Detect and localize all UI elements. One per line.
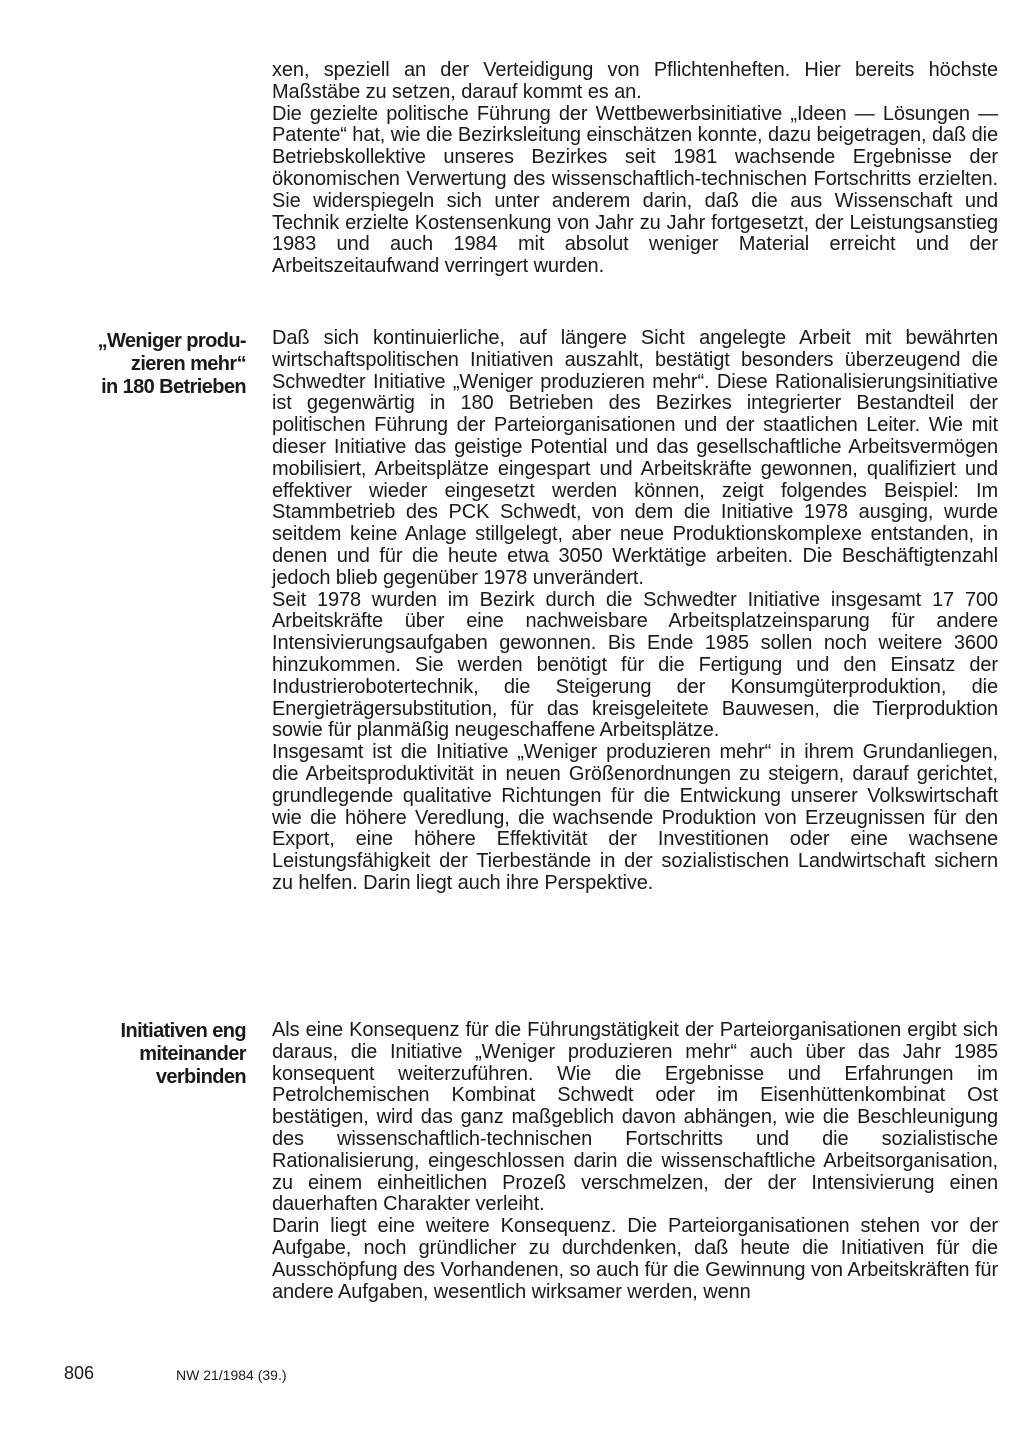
paragraph: Als eine Konsequenz für die Führungstätigkeit der Parteiorganisationen ergibt sich daraus, die Initiative „Weniger produzieren mehr“ auch über das Jahr 1985 konsequent weiterzuführen. Wie die Ergebnisse und Erfahrungen im Petrolchemischen Kombinat Schwedt oder im Eisenhüttenkombinat Ost bestätigen, wird das ganz maßgeblich davon abhängen, wie die Beschleunigung des wissenschaftlich-technischen Fortschritts und die sozialistische Rationalisierung, eingeschlossen darin die wissenschaftliche Arbeitsorganisation, zu einem einheitlichen Prozeß verschmelzen, der der Intensivierung einen dauerhaften Charakter verleiht.: [272, 1019, 998, 1216]
section-1-body: [272, 60, 998, 278]
paragraph: Die gezielte politische Führung der Wettbewerbsinitiative „Ideen — Lösungen — Patente“ hat, wie die Bezirksleitung einschätzen konnte, dazu beigetragen, daß die Betriebskollektive unseres Bezirkes seit 1981 wachsende Ergebnisse der ökonomischen Verwertung des wissenschaftlich-technischen Fortschritts erzielten. Sie widerspiegeln sich unter anderem darin, daß die aus Wissenschaft und Technik erzielte Kostensenkung von Jahr zu Jahr fortgesetzt, der Leistungsanstieg 1983 und auch 1984 mit absolut weniger Material erreicht und der Arbeitszeitaufwand verringert wurden.: [272, 102, 998, 278]
page-number: 806: [64, 1363, 95, 1383]
margin-heading-line: „Weniger produ-: [97, 330, 246, 352]
paragraph: Darin liegt eine weitere Konsequenz. Die Parteiorganisationen stehen vor der Aufgabe, noch gründlicher zu durchdenken, daß heute die Initiativen für die Ausschöpfung des Vorhandenen, so auch für die Gewinnung von Arbeitskräften für andere Aufgaben, wesentlich wirksamer werden, wenn: [272, 1215, 998, 1303]
paragraph: Daß sich kontinuierliche, auf längere Sicht angelegte Arbeit mit bewährten wirtschaftspolitischen Initiativen auszahlt, bestätigt besonders überzeugend die Schwedter Initiative „Weniger produzieren mehr“. Diese Rationalisierungsinitiative ist gegenwärtig in 180 Betrieben des Bezirkes integrierter Bestandteil der politischen Führung der Parteiorganisationen und der staatlichen Leiter. Wie mit dieser Initiative das geistige Potential und das gesellschaftliche Arbeitsvermögen mobilisiert, Arbeitsplätze eingespart und Arbeitskräfte gewonnen, qualifiziert und effektiver wieder eingesetzt werden können, zeigt folgendes Beispiel: Im Stammbetrieb des PCK Schwedt, von dem die Initiative 1978 ausging, wurde seitdem keine Anlage stillgelegt, aber neue Produktionskomplexe entstanden, in denen und für die heute etwa 3050 Werktätige arbeiten. Die Beschäftigtenzahl jedoch blieb gegenüber 1978 unverändert.: [272, 327, 998, 589]
margin-heading-line: miteinander: [139, 1043, 246, 1065]
margin-heading-line: in 180 Betrieben: [101, 376, 246, 398]
margin-heading-line: verbinden: [155, 1066, 246, 1088]
section-3-body: [272, 1020, 998, 1303]
margin-heading-initiativen-verbinden: [46, 1020, 246, 1089]
journal-reference: NW 21/1984 (39.): [176, 1367, 287, 1383]
section-2-body: [272, 328, 998, 895]
margin-heading-line: zieren mehr“: [130, 353, 246, 375]
margin-heading-weniger-produzieren: [46, 330, 246, 399]
paragraph: xen, speziell an der Verteidigung von Pflichtenheften. Hier bereits höchste Maßstäbe zu setzen, darauf kommt es an.: [272, 59, 998, 103]
paragraph: Seit 1978 wurden im Bezirk durch die Schwedter Initiative insgesamt 17 700 Arbeitskräfte über eine nachweisbare Arbeitsplatzeinsparung für andere Intensivierungsaufgaben gewonnen. Bis Ende 1985 sollen noch weitere 3600 hinzukommen. Sie werden benötigt für die Fertigung und den Einsatz der Industrierobotertechnik, die Steigerung der Konsumgüterproduktion, die Energieträgersubstitution, für das kreisgeleitete Bauwesen, die Tierproduktion sowie für planmäßig neugeschaffene Arbeitsplätze.: [272, 588, 998, 742]
margin-heading-line: Initiativen eng: [120, 1020, 246, 1042]
paragraph: Insgesamt ist die Initiative „Weniger produzieren mehr“ in ihrem Grundanliegen, die Arbeitsproduktivität in neuen Größenordnungen zu steigern, darauf gerichtet, grundlegende qualitative Richtungen für die Entwickung unserer Volkswirtschaft wie die höhere Veredlung, die wachsende Produktion von Erzeugnissen für den Export, eine höhere Effektivität der Investitionen oder eine wachsene Leistungsfähigkeit der Tierbestände in der sozialistischen Landwirtschaft sichern zu helfen. Darin liegt auch ihre Perspektive.: [272, 741, 998, 894]
